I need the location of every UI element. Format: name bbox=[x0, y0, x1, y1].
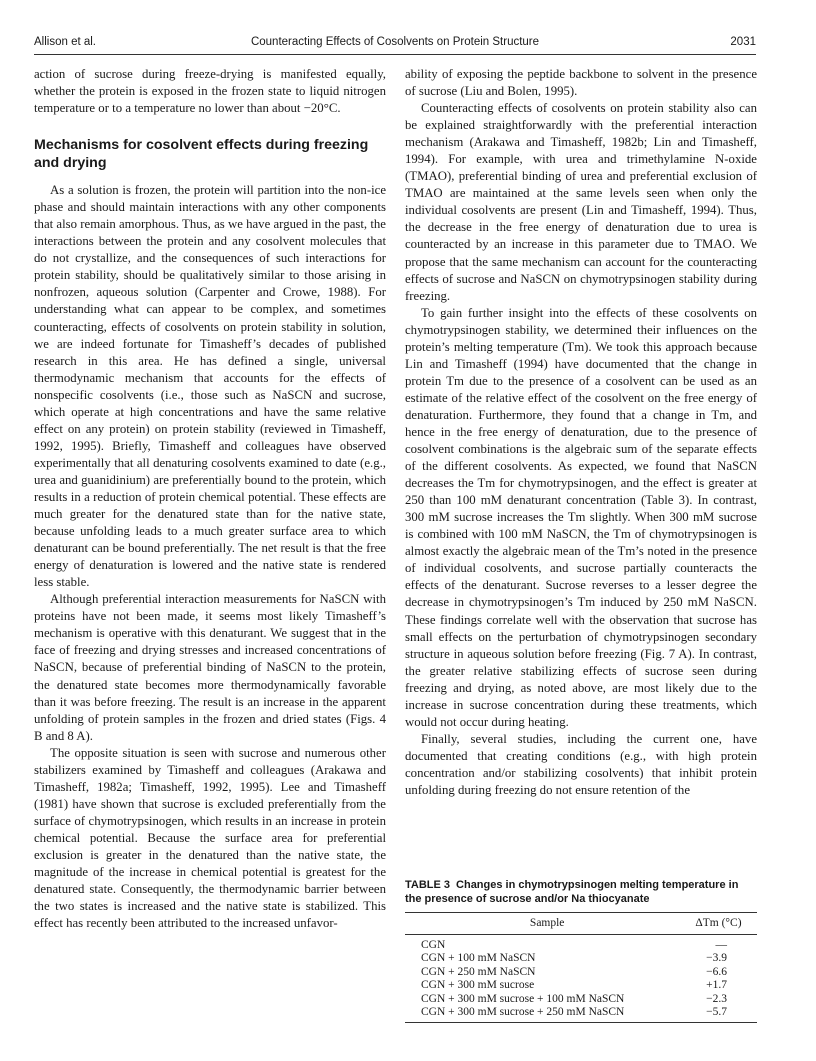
paragraph: Counteracting effects of cosolvents on protein stability also can be explained straightforwardly with the preferential interaction mechanism (Arakawa and Timasheff, 1982b; Lin and Timasheff, 1994). For example, with urea and trimethylamine N-oxide (TMAO), preferential binding of urea and preferential exclusion of TMAO are maintained at the same levels seen when only the individual cosolvents are present (Lin and Timasheff, 1994). Thus, the decrease in the free energy of denaturation due to urea is counteracted by an increase in this parameter due to TMAO. We propose that the same mechanism can account for the counteracting effects of sucrose and NaSCN on chymotrypsinogen stability during freezing. bbox=[405, 101, 757, 303]
running-header bbox=[34, 36, 756, 52]
paragraph: The opposite situation is seen with sucrose and numerous other stabilizers examined by Timasheff and colleagues (Arakawa and Timasheff, 1982a; Timasheff, 1992, 1995). Lee and Timasheff (1981) have shown that sucrose is excluded preferentially from the surface of chymotrypsinogen, which results in an increase in protein chemical potential. Because the surface area for preferential exclusion is greater in the denatured than the native state, the magnitude of the increase in chemical potential is greatest for the denatured state. Consequently, the thermodynamic barrier between the two states is increased and the native state is stabilized. This effect has recently been attributed to the increased unfavor- bbox=[34, 745, 386, 931]
table-label: TABLE 3 bbox=[405, 879, 451, 891]
cell-delta-tm: −2.3 bbox=[706, 992, 727, 1005]
table-row bbox=[405, 1006, 757, 1023]
page-number: 2031 bbox=[730, 36, 756, 48]
cell-sample: CGN + 300 mM sucrose + 250 mM NaSCN bbox=[405, 1006, 689, 1023]
column-header-sample: Sample bbox=[405, 913, 689, 935]
right-column bbox=[405, 66, 757, 799]
table-row bbox=[405, 952, 757, 965]
table-row bbox=[405, 935, 757, 953]
paragraph: ability of exposing the peptide backbone to solvent in the presence of sucrose (Liu and Bolen, 1995). bbox=[405, 67, 757, 99]
cell-sample: CGN + 300 mM sucrose bbox=[421, 979, 535, 992]
paragraph: Finally, several studies, including the current one, have documented that creating conditions (e.g., with high protein concentration and/or stabilizing cosolvents) that inhibit protein unfolding during freezing do not ensure retention of the bbox=[405, 731, 757, 797]
paragraph: action of sucrose during freeze-drying is manifested equally, whether the protein is exposed in the frozen state to liquid nitrogen temperature or to a temperature no lower than about −20°C. bbox=[34, 67, 386, 116]
header-title: Counteracting Effects of Cosolvents on Protein Structure bbox=[250, 36, 540, 48]
paragraph: Although preferential interaction measurements for NaSCN with proteins have not been made, it seems most likely Timasheff’s mechanism is operative with this denaturant. We suggest that in the face of freezing and drying stresses and increased concentrations of NaSCN, because of preferential binding of NaSCN to the protein, the denatured state becomes more thermodynamically favorable than it was before freezing. The result is an increase in the apparent unfolding of protein samples in the frozen and dried states (Figs. 4 B and 8 A). bbox=[34, 592, 386, 743]
table-3 bbox=[405, 878, 757, 1023]
cell-sample: CGN + 250 mM NaSCN bbox=[421, 965, 536, 978]
table-caption-text: Changes in chymotrypsinogen melting temperature in the presence of sucrose and/or Na thiocyanate bbox=[405, 879, 739, 905]
table-header-row bbox=[405, 913, 757, 935]
left-column bbox=[34, 66, 386, 932]
table-row bbox=[405, 993, 757, 1006]
cell-delta-tm: — bbox=[715, 939, 727, 951]
cell-delta-tm: −5.7 bbox=[689, 1006, 757, 1023]
cell-sample: CGN bbox=[421, 939, 446, 951]
cell-delta-tm: −3.9 bbox=[706, 952, 727, 965]
column-header-delta-tm: ΔTm (°C) bbox=[689, 913, 757, 935]
cell-delta-tm: +1.7 bbox=[706, 979, 727, 992]
cell-sample: CGN + 300 mM sucrose + 100 mM NaSCN bbox=[421, 992, 625, 1005]
header-authors: Allison et al. bbox=[34, 36, 97, 48]
paragraph: To gain further insight into the effects of these cosolvents on chymotrypsinogen stability, we determined their influences on the protein’s melting temperature (Tm). We took this approach because Lin and Timasheff (1994) have documented that the change in protein Tm due to the presence of a cosolvent can be used as an estimate of the relative effect of the cosolvent on the free energy of denaturation. Furthermore, they found that a change in Tm, and hence in the free energy of denaturation, due to the presence of cosolvent combinations is the algebraic sum of the separate effects of the different cosolvents. As expected, we found that NaSCN decreases the Tm for chymotrypsinogen, and the effect is greater at 250 than 100 mM denaturant concentration (Table 3). In contrast, 300 mM sucrose increases the Tm slightly. When 300 mM sucrose is combined with 100 mM NaSCN, the Tm of chymotrypsinogen is almost exactly the algebraic mean of the Tm’s noted in the presence of individual cosolvents, and sucrose partially counteracts the effects of the denaturant. Sucrose reverses to a lesser degree the decrease in chymotrypsinogen’s Tm induced by 250 mM NaSCN. These findings correlate well with the observation that sucrose has small effects on the perturbation of chymotrypsinogen secondary structure in aqueous solution before freezing (Fig. 7 A). In contrast, the greater relative stabilizing effects of sucrose seen during freezing and drying, as noted above, are most likely due to the increase in sucrose concentration during these treatments, which would not occur during heating. bbox=[405, 305, 757, 729]
cell-sample: CGN + 100 mM NaSCN bbox=[421, 952, 536, 965]
paragraph: As a solution is frozen, the protein will partition into the non-ice phase and should maintain interactions with any other components that also remain amorphous. Thus, as we have argued in the past, the interactions between the protein and any cosolvent molecules that do not crystallize, and the consequences of such interactions for protein stability, should be qualitatively similar to those arising in nonfrozen, aqueous solution (Carpenter and Crowe, 1988). For understanding what can appear to be complex, and sometimes counteracting, effects of cosolvents on protein stability in solution, we are indeed fortunate for Timasheff’s decades of published research in this area. He has defined a single, universal thermodynamic mechanism that accounts for the effects of nonspecific cosolvents (i.e., those such as NaSCN and sucrose, which operate at high concentrations and have the same relative effect on any protein) on protein stability (reviewed in Timasheff, 1992, 1995). Briefly, Timasheff and colleagues have observed experimentally that all denaturing cosolvents examined to date (e.g., urea and guanidinium) are preferentially bound to the protein, which results in a reduction of protein chemical potential. These effects are much greater for the denatured state than for the native state, because unfolding leads to a much greater surface area to which denaturant can be bound preferentially. The net result is that the free energy of denaturation is lowered and the native state is rendered less stable. bbox=[34, 183, 386, 590]
cell-delta-tm: −6.6 bbox=[706, 965, 727, 978]
header-rule bbox=[34, 54, 756, 55]
data-table bbox=[405, 912, 757, 1023]
table-caption bbox=[405, 878, 757, 906]
table-row bbox=[405, 966, 757, 979]
section-heading: Mechanisms for cosolvent effects during freezing and drying bbox=[34, 137, 369, 172]
table-row bbox=[405, 979, 757, 992]
